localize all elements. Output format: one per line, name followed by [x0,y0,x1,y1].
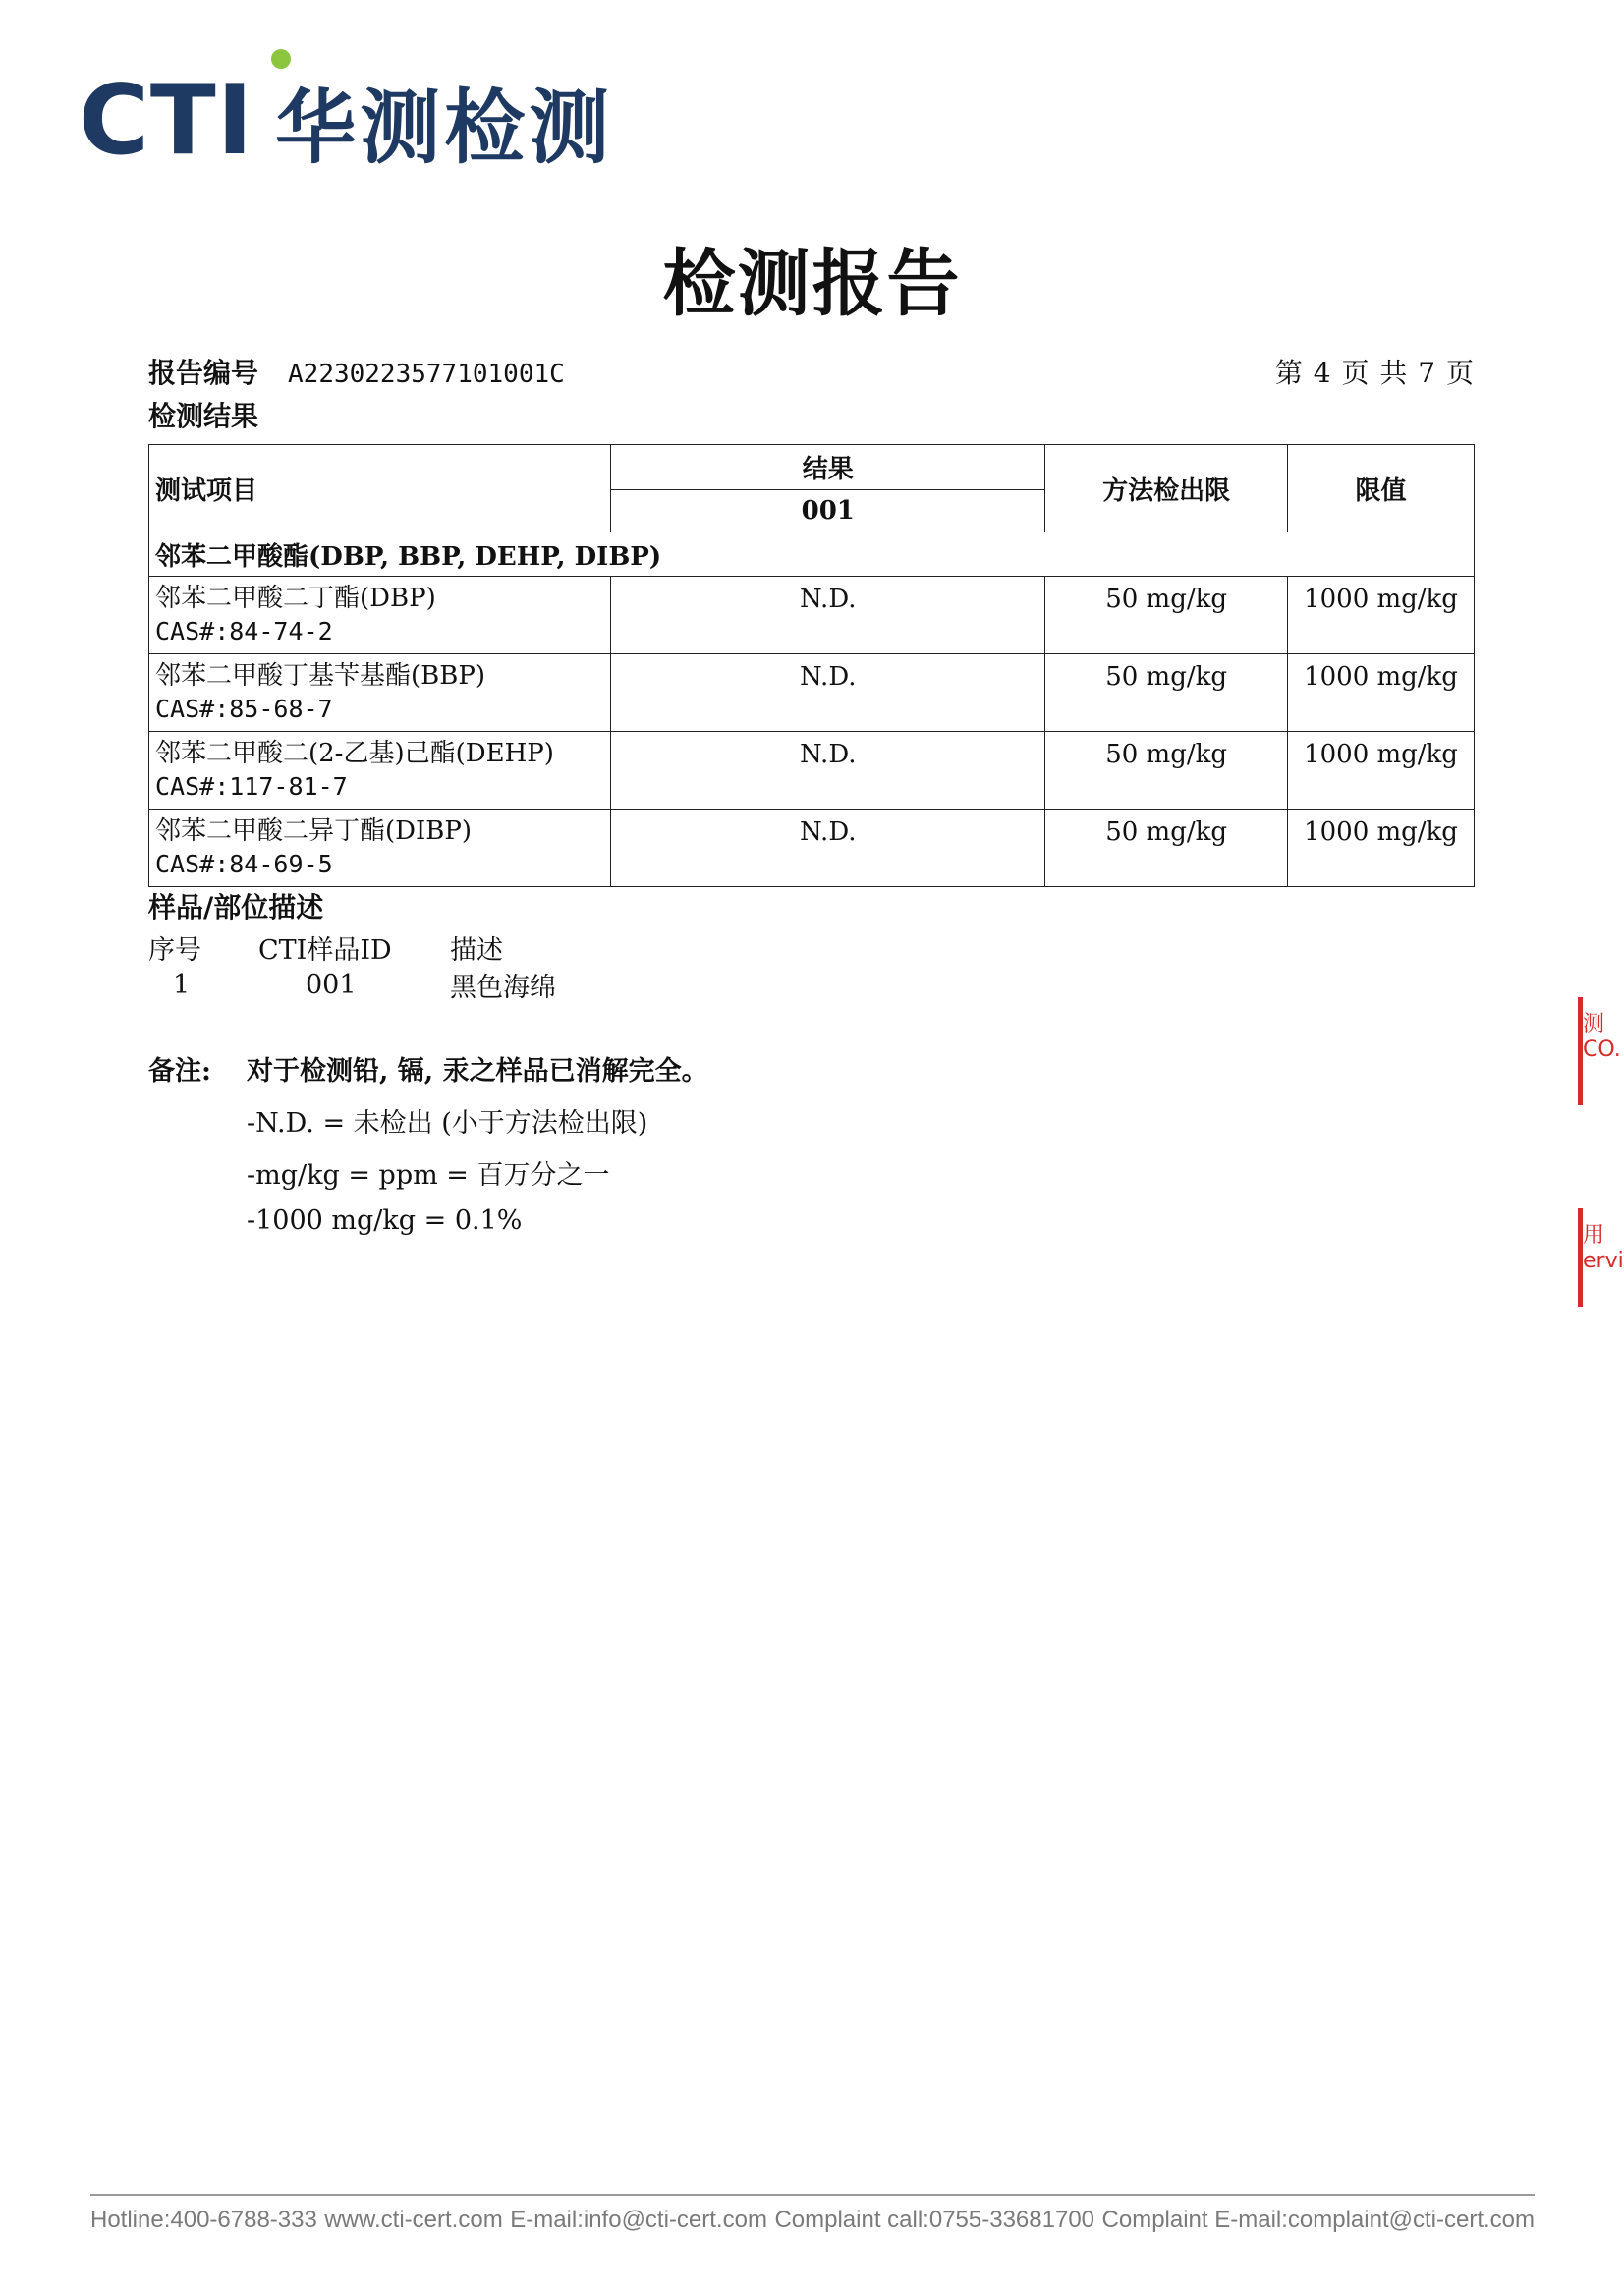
notes-label: 备注: [148,1056,211,1087]
item-limit: 1000 mg/kg [1288,810,1475,887]
item-name: 邻苯二甲酸二(2-乙基)己酯(DEHP) [155,739,554,768]
sample-col-id: CTI样品ID [258,934,392,966]
document-title: 检测报告 [662,242,962,326]
sample-heading: 样品/部位描述 [148,891,324,924]
notes-line: -1000 mg/kg = 0.1% [247,1205,523,1236]
item-cas: CAS#:84-69-5 [155,850,333,878]
item-result: N.D. [611,810,1045,887]
logo-name: 华测检测 [275,82,614,175]
header-limit: 限值 [1288,445,1475,532]
header-mdl: 方法检出限 [1045,445,1288,532]
report-meta [148,352,1475,391]
page-info: 第 4 页 共 7 页 [1274,357,1475,389]
table-row [149,732,1475,810]
notes-line: -mg/kg = ppm = 百万分之一 [247,1160,610,1191]
footer-website[interactable]: www.cti-cert.com [324,2207,503,2233]
item-result: N.D. [611,577,1045,654]
seal-text: 用 ervi [1583,1223,1624,1273]
company-logo [79,61,614,177]
group-title: 邻苯二甲酸酯(DBP, BBP, DEHP, DIBP) [149,532,1475,577]
sample-desc: 黑色海绵 [450,972,556,1003]
sample-row [148,966,556,1003]
sample-table [148,928,556,1003]
sample-col-no: 序号 [148,934,201,966]
item-name: 邻苯二甲酸二丁酯(DBP) [155,584,436,613]
seal-stamp-bottom [1578,1208,1624,1307]
header-test-item: 测试项目 [149,445,611,532]
item-result: N.D. [611,654,1045,732]
sample-col-desc: 描述 [450,934,503,966]
notes-first-line: 对于检测铅, 镉, 汞之样品已消解完全。 [247,1056,708,1087]
item-limit: 1000 mg/kg [1288,577,1475,654]
sample-header-row [148,928,556,966]
item-cas: CAS#:117-81-7 [155,772,348,801]
item-mdl: 50 mg/kg [1045,732,1288,810]
item-mdl: 50 mg/kg [1045,654,1288,732]
header-sample-id: 001 [611,489,1045,532]
item-limit: 1000 mg/kg [1288,732,1475,810]
notes-line: -N.D. = 未检出 (小于方法检出限) [247,1108,648,1139]
item-result: N.D. [611,732,1045,810]
results-heading: 检测结果 [148,400,259,432]
footer-complaint-call: Complaint call:0755-33681700 [774,2207,1095,2233]
header-result: 结果 [611,445,1045,490]
footer-divider [90,2194,1535,2196]
item-name: 邻苯二甲酸丁基苄基酯(BBP) [155,661,485,691]
seal-text: 测 CO. [1583,1012,1621,1062]
seal-stamp-top [1578,997,1624,1105]
item-mdl: 50 mg/kg [1045,577,1288,654]
footer-complaint-email[interactable]: Complaint E-mail:complaint@cti-cert.com [1101,2207,1535,2233]
item-name: 邻苯二甲酸二异丁酯(DIBP) [155,816,473,846]
report-number: A2230223577101001C [288,360,565,389]
table-row [149,810,1475,887]
logo-dot-icon [271,49,291,69]
sample-no: 1 [173,969,191,1000]
footer [90,2207,1535,2234]
footer-email[interactable]: E-mail:info@cti-cert.com [510,2207,767,2233]
logo-brand: CTI [79,65,254,177]
footer-hotline: Hotline:400-6788-333 [90,2207,317,2233]
item-limit: 1000 mg/kg [1288,654,1475,732]
report-number-label: 报告编号 [148,357,259,389]
item-mdl: 50 mg/kg [1045,810,1288,887]
sample-id: 001 [306,969,357,1000]
item-cas: CAS#:85-68-7 [155,695,333,723]
table-row [149,654,1475,732]
notes [148,1049,708,1236]
table-row [149,577,1475,654]
item-cas: CAS#:84-74-2 [155,617,333,645]
results-table [148,444,1475,887]
